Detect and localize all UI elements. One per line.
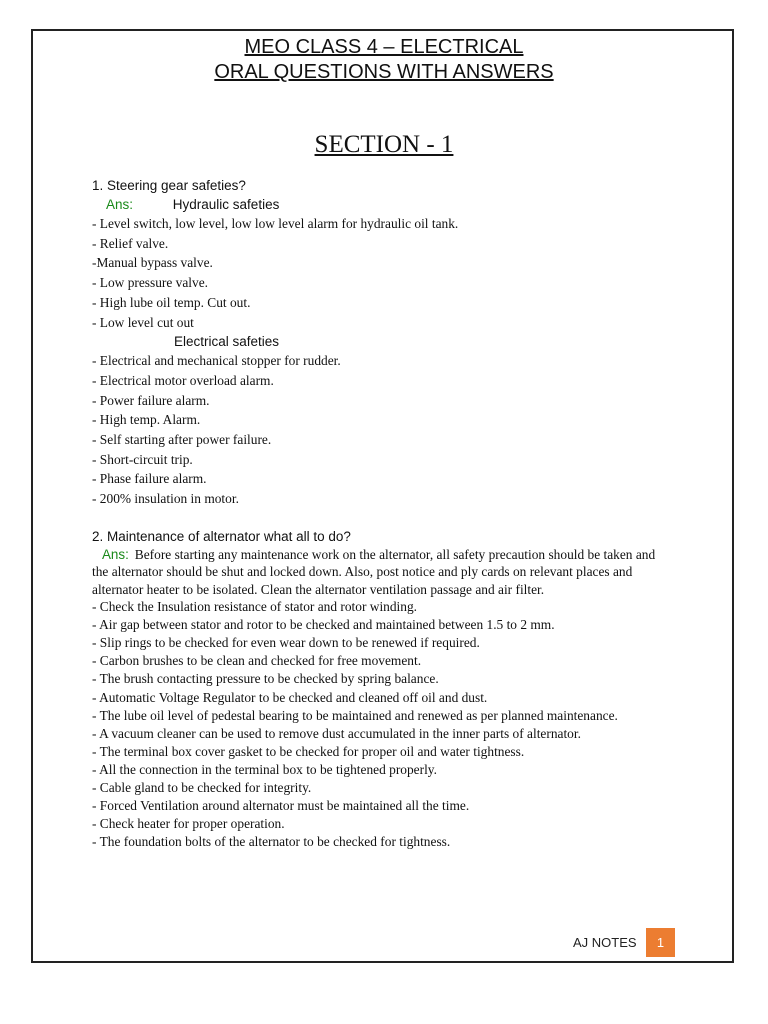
answer-label: Ans: (102, 546, 129, 562)
hydraulic-safeties-list (92, 214, 662, 332)
question-2 (92, 527, 662, 852)
list-item: - Cable gland to be checked for integrity. (92, 780, 312, 795)
list-item: - Phase failure alarm. (92, 471, 207, 487)
list-item: - The brush contacting pressure to be checked by spring balance. (92, 671, 439, 687)
answer-label: Ans: (106, 197, 134, 212)
list-item: - Low pressure valve. (92, 275, 209, 291)
list-item: - Relief valve. (92, 235, 169, 251)
list-item: - A vacuum cleaner can be used to remove dust accumulated in the inner parts of alternator. (92, 725, 581, 741)
list-item: - Check heater for proper operation. (92, 816, 285, 832)
list-item: - Low level cut out (92, 314, 194, 330)
list-item: - Power failure alarm. (92, 392, 210, 408)
list-item: -Manual bypass valve. (92, 255, 213, 271)
document-title (0, 35, 768, 85)
electrical-safeties-list (92, 351, 662, 509)
list-item: - Slip rings to be checked for even wear down to be renewed if required. (92, 635, 480, 651)
list-item: - The terminal box cover gasket to be checked for proper oil and water tightness. (92, 743, 525, 759)
hydraulic-heading-row (92, 195, 662, 214)
document-body (92, 176, 662, 851)
list-item: - Carbon brushes to be clean and checked for free movement. (92, 653, 422, 669)
footer-label: AJ NOTES (573, 935, 637, 950)
list-item: - The lube oil level of pedestal bearing to be maintained and renewed as per planned maintenance. (92, 707, 618, 723)
list-item: - High temp. Alarm. (92, 412, 201, 428)
title-line-1: MEO CLASS 4 – ELECTRICAL (244, 36, 524, 58)
list-item: - Electrical and mechanical stopper for rudder. (92, 353, 341, 369)
list-item: - Short-circuit trip. (92, 451, 193, 467)
list-item: - Electrical motor overload alarm. (92, 372, 274, 388)
list-item: - Level switch, low level, low low level alarm for hydraulic oil tank. (92, 216, 459, 231)
hydraulic-safeties-heading: Hydraulic safeties (172, 197, 280, 212)
list-item: - Automatic Voltage Regulator to be checked and cleaned off oil and dust. (92, 689, 488, 705)
question-2-intro (92, 546, 662, 598)
alternator-maintenance-list (92, 598, 662, 851)
section-title: SECTION - 1 (314, 131, 454, 158)
title-line-2: ORAL QUESTIONS WITH ANSWERS (214, 61, 554, 83)
question-1 (92, 176, 662, 509)
question-1-text: 1. Steering gear safeties? (92, 178, 246, 193)
list-item: - All the connection in the terminal box to be tightened properly. (92, 761, 437, 777)
list-item: - Forced Ventilation around alternator must be maintained all the time. (92, 798, 470, 814)
list-item: - Self starting after power failure. (92, 432, 272, 448)
list-item: - The foundation bolts of the alternator to be checked for tightness. (92, 834, 451, 850)
list-item: - Check the Insulation resistance of stator and rotor winding. (92, 599, 418, 615)
electrical-safeties-heading: Electrical safeties (174, 334, 280, 350)
intro-text: Before starting any maintenance work on the alternator, all safety precaution should be taken and the alternator should be shut and locked down. Also, post notice and ply cards on relevant places and alternator heater to be isolated. Clean the alternator ventilation passage and air filter. (92, 546, 656, 597)
list-item: - 200% insulation in motor. (92, 491, 239, 507)
list-item: - High lube oil temp. Cut out. (92, 294, 251, 310)
page-number-badge: 1 (646, 928, 675, 957)
question-2-text: 2. Maintenance of alternator what all to do? (92, 528, 351, 544)
list-item: - Air gap between stator and rotor to be checked and maintained between 1.5 to 2 mm. (92, 617, 555, 633)
